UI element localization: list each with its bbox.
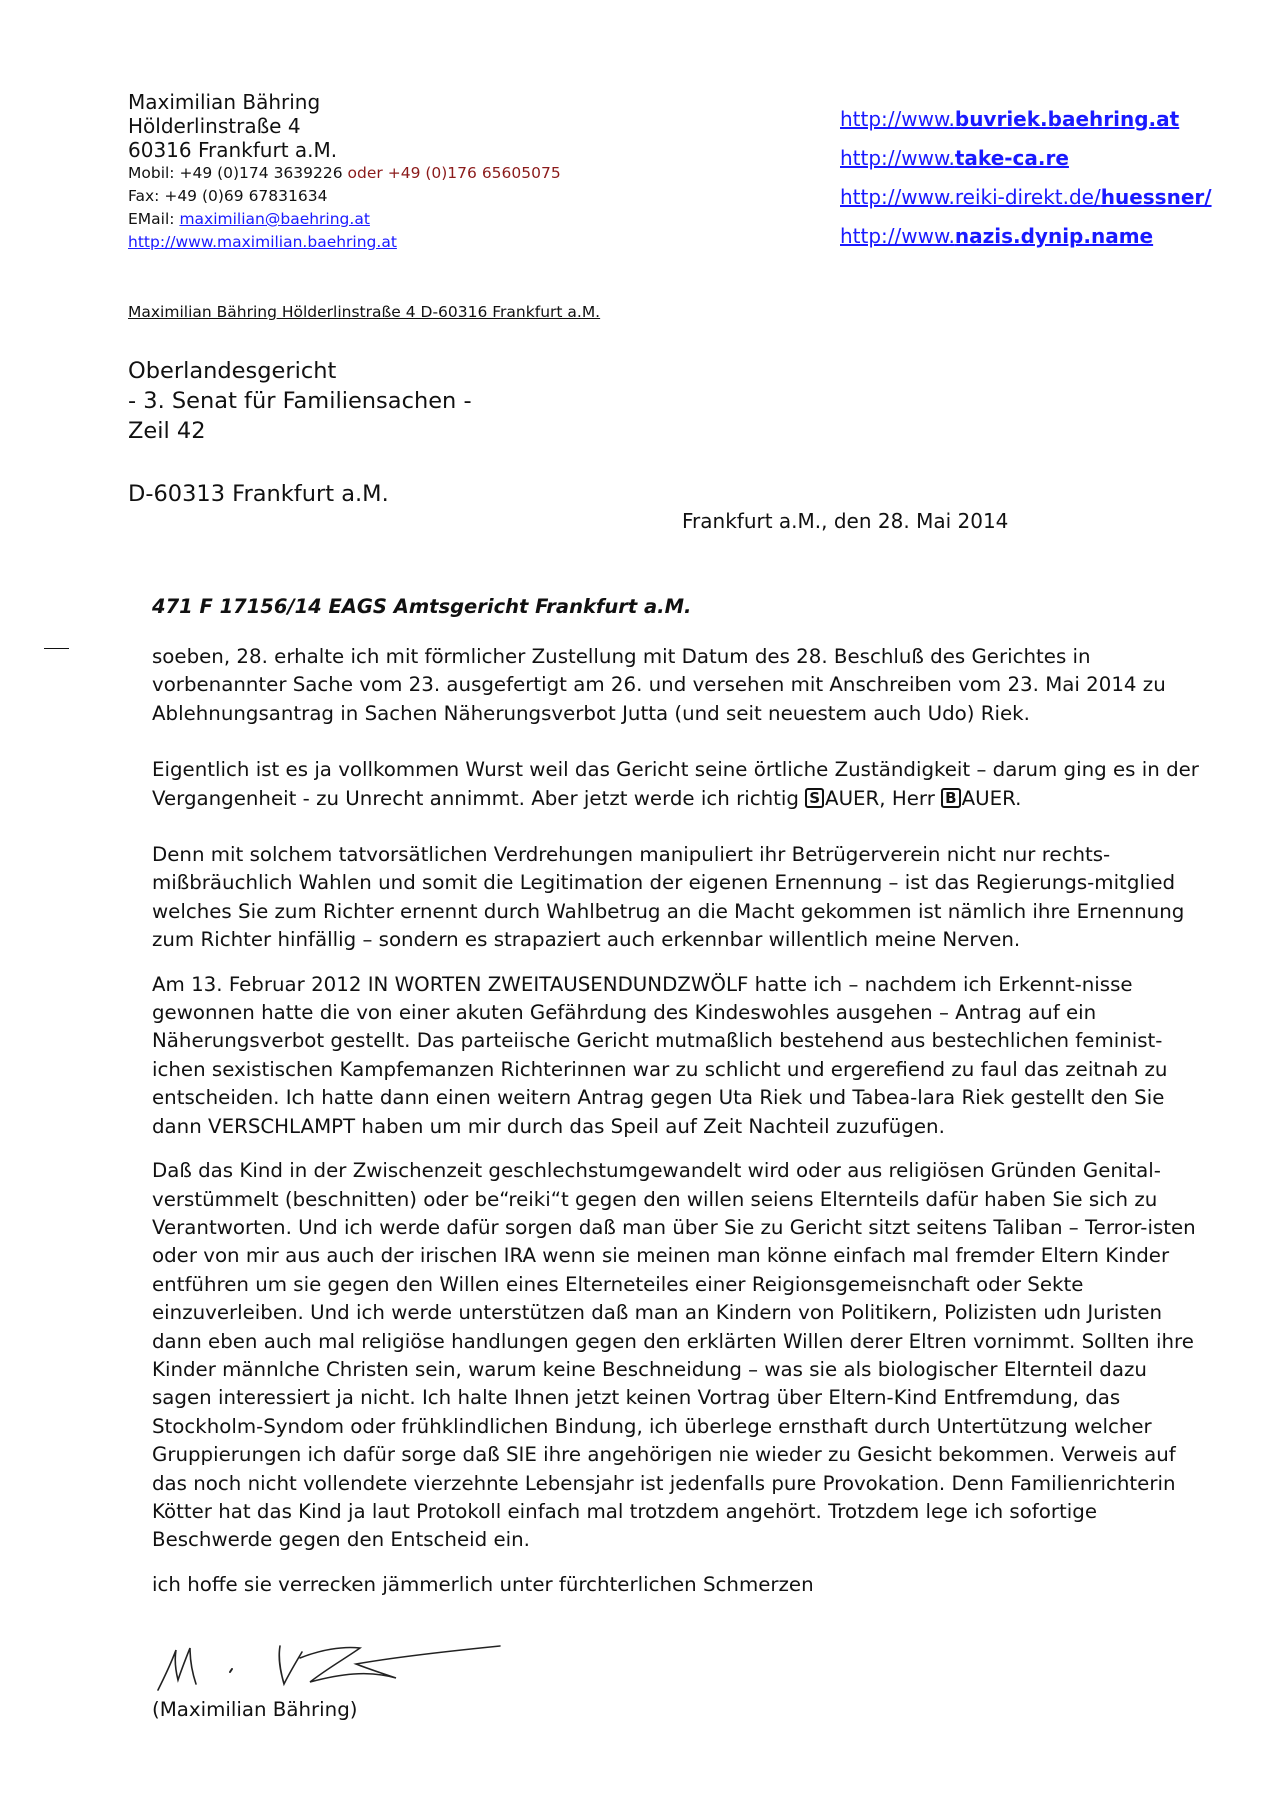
sender-name: Maximilian Bähring: [128, 90, 321, 114]
boxed-letter-s: S: [805, 788, 824, 808]
mobil-label: Mobil:: [128, 164, 175, 182]
closing-name: (Maximilian Bähring): [152, 1698, 358, 1721]
sender-fax: [128, 185, 561, 208]
link-reiki-direkt[interactable]: http://www.reiki-direkt.de/huessner/: [840, 185, 1212, 209]
link-take-care[interactable]: http://www.take-ca.re: [840, 146, 1069, 170]
recipient-court: Oberlandesgericht: [128, 358, 337, 384]
paragraph-6: ich hoffe sie verrecken jämmerlich unter fürchterlichen Schmerzen: [152, 1572, 814, 1596]
boxed-letter-b: B: [941, 788, 960, 808]
paragraph-3: Denn mit solchem tatvorsätlichen Verdrehungen manipuliert ihr Betrügerverein nicht nur rechts-mißbräuchlich Wahlen und somit die Legitimation der eigenen Ernennung – ist das Regierungs-mitglied welches Sie zum Richter ernennt durch Wahlbetrug an die Macht gekommen ist nämlich ihre Ernennung zum Richter hinfällig – sondern es strapaziert auch erkennbar willentlich meine Nerven.: [152, 843, 1185, 952]
letter-body: [152, 643, 1212, 1627]
fax-label: Fax:: [128, 187, 160, 205]
paragraph-1: soeben, 28. erhalte ich mit förmlicher Zustellung mit Datum des 28. Beschluß des Gerichtes in vorbenannter Sache vom 23. ausgefertigt am 26. und versehen mit Anschreiben vom 23. Mai 2014 zu Ablehnungsantrag in Sachen Näherungsverbot Jutta (und seit neuestem auch Udo) Riek.: [152, 645, 1166, 725]
sender-email: [128, 208, 561, 231]
email-link[interactable]: maximilian@baehring.at: [179, 210, 370, 228]
fax-number: +49 (0)69 67831634: [164, 187, 328, 205]
paragraph-4: Am 13. Februar 2012 IN WORTEN ZWEITAUSENDUNDZWÖLF hatte ich – nachdem ich Erkennt-nisse gewonnen hatte die von einer akuten Gefährdung des Kindeswohles ausgehen – Antrag auf ein Näherungsverbot gestellt. Das parteiische Gericht mutmaßlich bestehend aus bestechlichen feminist-ichen sexistischen Kampfemanzen Richterinnen war zu schlicht und ergerefiend zu faul das zeitnah zu entscheiden. Ich hatte dann einen weitern Antrag gegen Uta Riek und Tabea-lara Riek gestellt den Sie dann VERSCHLAMPT haben um mir durch das Speil auf Zeit Nachteil zuzufügen.: [152, 972, 1168, 1138]
return-address: Maximilian Bähring Hölderlinstraße 4 D-60316 Frankfurt a.M.: [128, 303, 601, 321]
email-label: EMail:: [128, 210, 175, 228]
handwritten-signature: [150, 1628, 510, 1700]
recipient-senate: - 3. Senat für Familiensachen -: [128, 388, 472, 414]
sender-city: 60316 Frankfurt a.M.: [128, 138, 338, 162]
fold-mark: [44, 648, 69, 649]
website-link[interactable]: http://www.maximilian.baehring.at: [128, 233, 397, 251]
mobil-oder: oder: [347, 164, 383, 182]
case-reference: 471 F 17156/14 EAGS Amtsgericht Frankfurt a.M.: [152, 595, 692, 618]
recipient-street: Zeil 42: [128, 418, 206, 444]
sender-website: [128, 231, 561, 254]
link-list: [840, 100, 1212, 256]
link-buvriek[interactable]: http://www.buvriek.baehring.at: [840, 107, 1180, 131]
paragraph-5: Daß das Kind in der Zwischenzeit geschlechstumgewandelt wird oder aus religiösen Gründen Genital-verstümmelt (beschnitten) oder be“reiki“t gegen den willen seiens Elternteils dafür haben Sie sich zu Verantworten. Und ich werde dafür sorgen daß man über Sie zu Gericht sitzt seitens Taliban – Terror-isten oder von mir aus auch der irischen IRA wenn sie meinen man könne einfach mal fremder Eltern Kinder entführen um sie gegen den Willen eines Elterneteiles einer Reigionsgemeisnchaft oder Sekte einzuverleiben. Und ich werde unterstützen daß man an Kindern von Politikern, Polizisten udn Juristen dann eben auch mal religiöse handlungen gegen den erklärten Willen derer Eltren vornimmt. Sollten ihre Kinder männlche Christen sein, warum keine Beschneidung – was sie als biologischer Elternteil dazu sagen interessiert ja nicht. Ich halte Ihnen jetzt keinen Vortrag über Eltern-Kind Entfremdung, das Stockholm-Syndom oder frühklindlichen Bindung, ich überlege ernsthaft durch Untertützung welcher Gruppierungen ich dafür sorge daß SIE ihre angehörigen nie wieder zu Gesicht bekommen. Verweis auf das noch nicht vollendete vierzehnte Lebensjahr ist jedenfalls pure Provokation. Denn Familienrichterin Kötter hat das Kind ja laut Protokoll einfach mal trotzdem angehört. Trotzdem lege ich sofortige Beschwerde gegen den Entscheid ein.: [152, 1159, 1196, 1552]
sender-street: Hölderlinstraße 4: [128, 114, 301, 138]
mobil-1: +49 (0)174 3639226: [179, 164, 343, 182]
recipient-city: D-60313 Frankfurt a.M.: [128, 481, 389, 507]
sender-block: [128, 90, 561, 254]
mobil-2: +49 (0)176 65605075: [387, 164, 561, 182]
link-nazis-dynip[interactable]: http://www.nazis.dynip.name: [840, 224, 1154, 248]
paragraph-2: Eigentlich ist es ja vollkommen Wurst weil das Gericht seine örtliche Zuständigkeit – darum ging es in der Vergangenheit - zu Unrecht annimmt. Aber jetzt werde ich richtig S AUER, Herr B AUER.: [152, 758, 1199, 810]
sender-mobil: [128, 162, 561, 185]
recipient-block: [128, 356, 472, 446]
letter-date: Frankfurt a.M., den 28. Mai 2014: [682, 509, 1009, 533]
